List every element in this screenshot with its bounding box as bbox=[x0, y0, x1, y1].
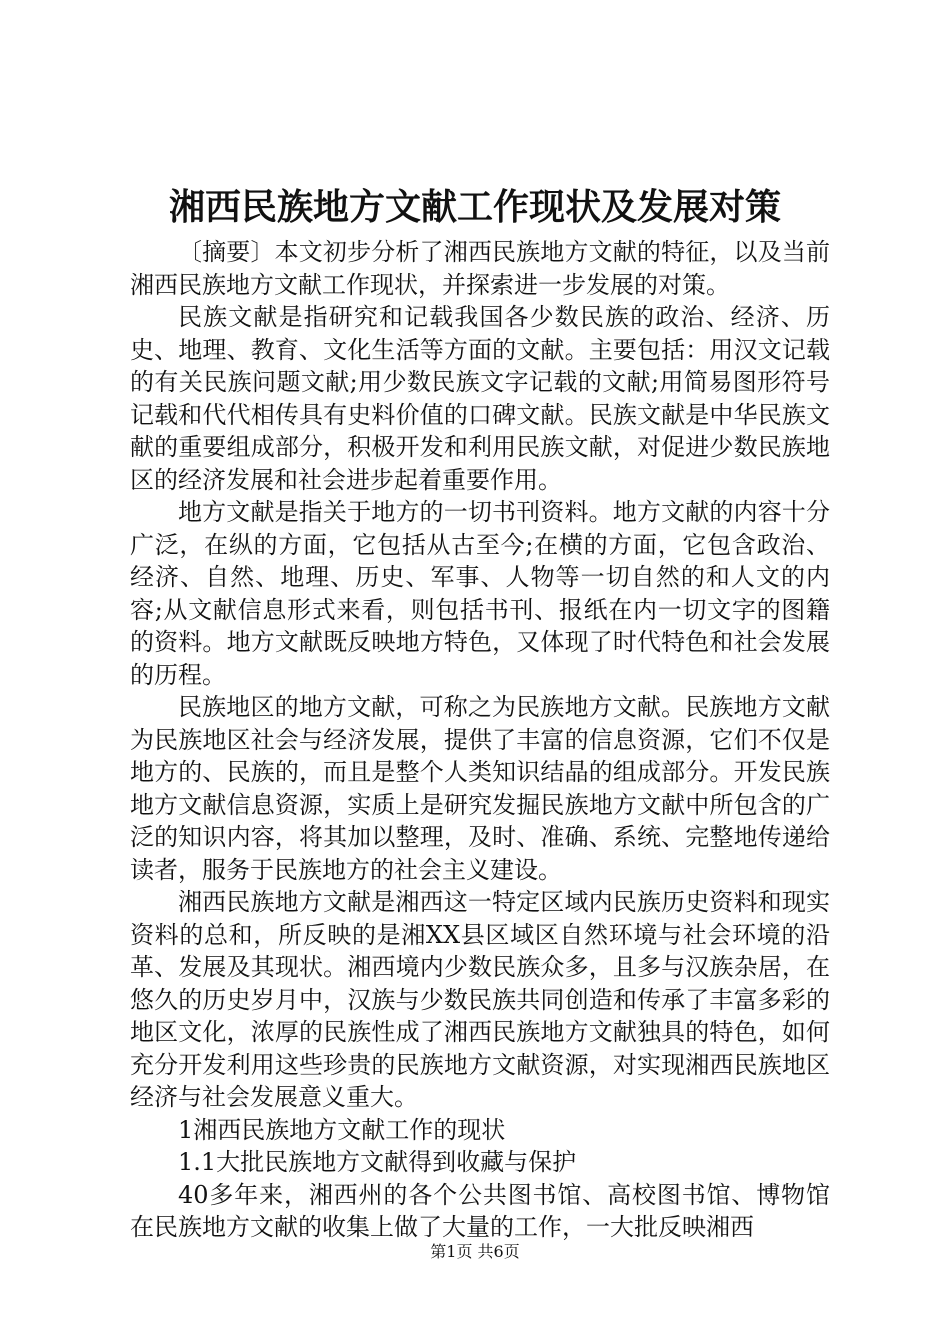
body-paragraph: 民族文献是指研究和记载我国各少数民族的政治、经济、历史、地理、教育、文化生活等方面的文献。主要包括：用汉文记载的有关民族问题文献;用少数民族文字记载的文献;用简易图形符号记载和代代相传具有史料价值的口碑文献。民族文献是中华民族文献的重要组成部分，积极开发和利用民族文献，对促进少数民族地区的经济发展和社会进步起着重要作用。 bbox=[130, 303, 830, 494]
body-paragraph: 湘西民族地方文献是湘西这一特定区域内民族历史资料和现实资料的总和，所反映的是湘XX县区域区自然环境与社会环境的沿革、发展及其现状。湘西境内少数民族众多，且多与汉族杂居，在悠久的历史岁月中，汉族与少数民族共同创造和传承了丰富多彩的地区文化，浓厚的民族性成了湘西民族地方文献独具的特色，如何充分开发利用这些珍贵的民族地方文献资源，对实现湘西民族地区经济与社会发展意义重大。 bbox=[130, 888, 830, 1111]
body-paragraph: 40多年来，湘西州的各个公共图书馆、高校图书馆、博物馆在民族地方文献的收集上做了大量的工作，一大批反映湘西 bbox=[130, 1180, 830, 1241]
page-number-footer: 第1页 共6页 bbox=[430, 1242, 520, 1261]
document-title: 湘西民族地方文献工作现状及发展对策 bbox=[168, 186, 781, 228]
subsection-heading: 1.1大批民族地方文献得到收藏与保护 bbox=[178, 1148, 577, 1176]
section-heading: 1湘西民族地方文献工作的现状 bbox=[178, 1115, 506, 1144]
abstract-paragraph: 〔摘要〕本文初步分析了湘西民族地方文献的特征，以及当前湘西民族地方文献工作现状，并探索进一步发展的对策。 bbox=[130, 238, 830, 299]
body-paragraph: 民族地区的地方文献，可称之为民族地方文献。民族地方文献为民族地区社会与经济发展，提供了丰富的信息资源，它们不仅是地方的、民族的，而且是整个人类知识结晶的组成部分。开发民族地方文献信息资源，实质上是研究发掘民族地方文献中所包含的广泛的知识内容，将其加以整理，及时、准确、系统、完整地传递给读者，服务于民族地方的社会主义建设。 bbox=[130, 693, 830, 884]
body-paragraph: 地方文献是指关于地方的一切书刊资料。地方文献的内容十分广泛，在纵的方面，它包括从古至今;在横的方面，它包含政治、经济、自然、地理、历史、军事、人物等一切自然的和人文的内容;从文献信息形式来看，则包括书刊、报纸在内一切文字的图籍的资料。地方文献既反映地方特色，又体现了时代特色和社会发展的历程。 bbox=[130, 498, 830, 689]
document-body bbox=[130, 236, 830, 1244]
